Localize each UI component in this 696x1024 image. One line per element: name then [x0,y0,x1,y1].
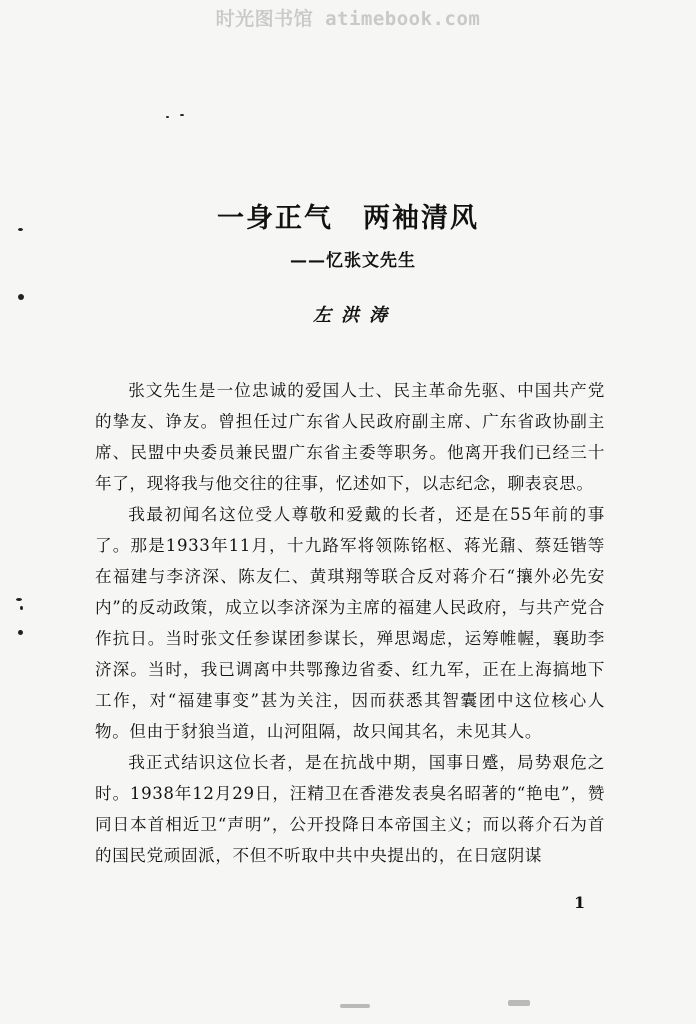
scan-speck [180,114,184,116]
article-subtitle: ——忆张文先生 [290,251,416,271]
paragraph: 张文先生是一位忠诚的爱国人士、民主革命先驱、中国共产党的挚友、诤友。曾担任过广东省人民政府副主席、广东省政协副主席、民盟中央委员兼民盟广东省主委等职务。他离开我们已经三十年了，现将我与他交往的往事，忆述如下，以志纪念，聊表哀思。 [95,381,605,493]
title-part-1: 一身正气 [217,203,333,234]
title-part-2: 两袖清风 [363,203,479,234]
paragraph: 我最初闻名这位受人尊敬和爱戴的长者，还是在55年前的事了。那是1933年11月，十九路军将领陈铭枢、蒋光鼐、蔡廷锴等在福建与李济深、陈友仁、黄琪翔等联合反对蒋介石“攘外必先安内”的反动政策，成立以李济深为主席的福建人民政府，与共产党合作抗日。当时张文任参谋团参谋长，殚思竭虑，运筹帷幄，襄助李济深。当时，我已调离中共鄂豫边省委、红九军，正在上海搞地下工作，对“福建事变”甚为关注，因而获悉其智囊团中这位核心人物。但由于豺狼当道，山河阻隔，故只闻其名，未见其人。 [95,505,605,741]
page-number: 1 [574,893,586,912]
scan-speck [18,630,23,635]
scan-speck [18,294,24,300]
article-title [0,196,696,235]
paragraph: 我正式结识这位长者，是在抗战中期，国事日蹙，局势艰危之时。1938年12月29日，汪精卫在香港发表臭名昭著的“艳电”，赞同日本首相近卫“声明”，公开投降日本帝国主义；而以蒋介石为首的国民党顽固派，不但不听取中共中央提出的，在日寇阴谋 [95,753,605,865]
scan-speck [20,606,23,610]
watermark-text: 时光图书馆 atimebook.com [215,8,481,30]
scan-speck [166,116,169,118]
scan-smudge [340,1004,370,1008]
scan-speck [16,598,22,601]
article-body [95,375,605,871]
author-name: 左洪涛 [313,305,397,326]
scan-smudge [508,1000,530,1006]
